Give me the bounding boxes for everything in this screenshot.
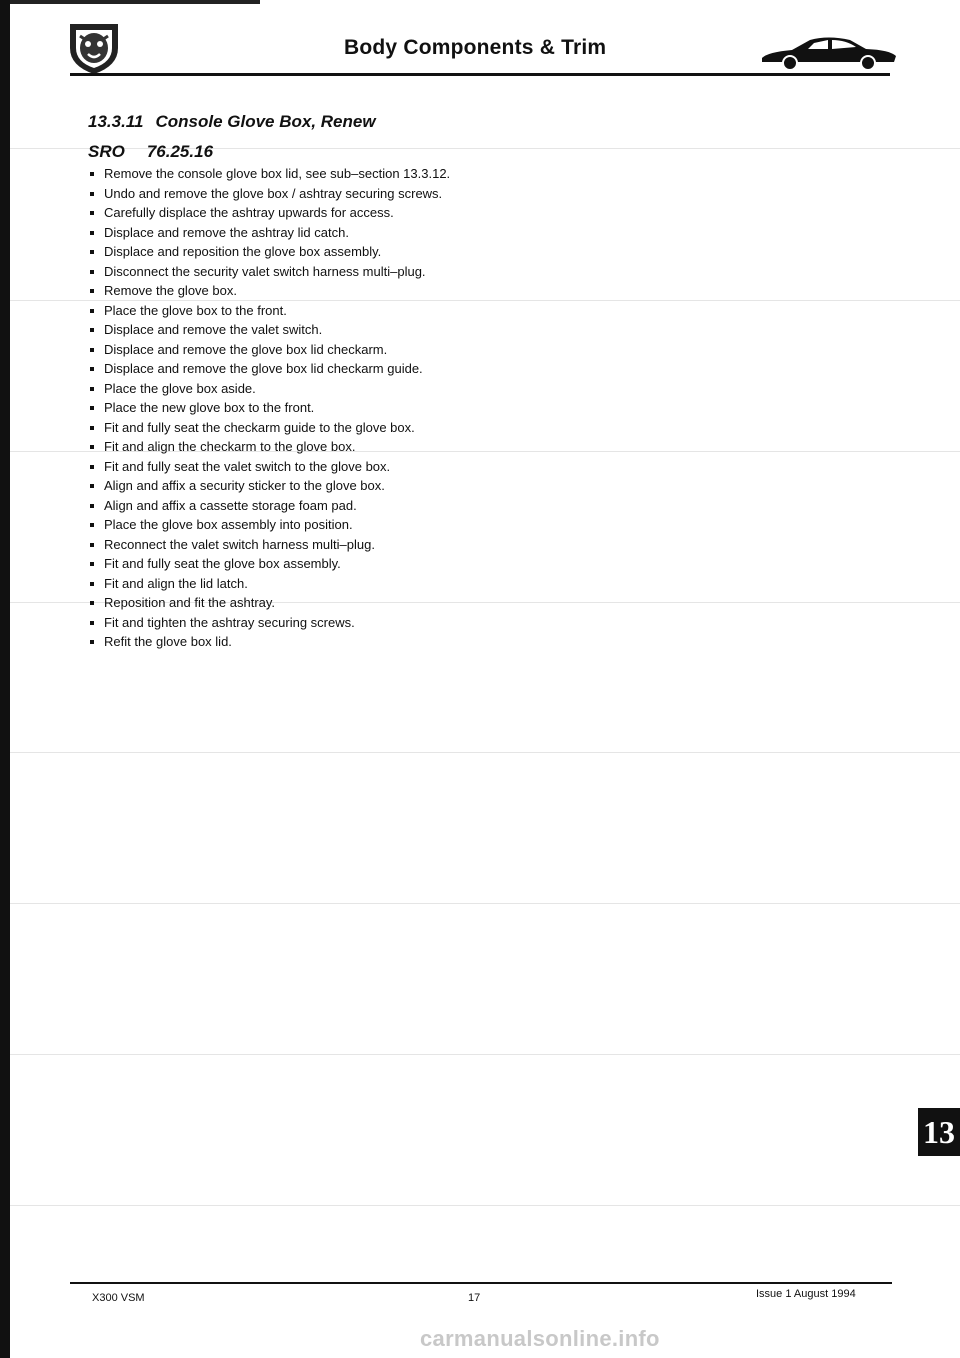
list-item: Fit and fully seat the checkarm guide to the glove box. [88,418,508,438]
sro-label: SRO [88,142,125,161]
procedure-steps-list [88,164,508,652]
list-item: Undo and remove the glove box / ashtray securing screws. [88,184,508,204]
section-heading [88,112,388,132]
list-item: Displace and remove the glove box lid checkarm. [88,340,508,360]
chapter-tab: 13 [918,1108,960,1156]
left-binding-bar [0,0,10,1358]
list-item: Place the glove box assembly into position. [88,515,508,535]
list-item: Reposition and fit the ashtray. [88,593,508,613]
list-item: Place the glove box aside. [88,379,508,399]
scan-line [10,1205,960,1206]
footer-page-number: 17 [468,1292,481,1304]
list-item: Fit and tighten the ashtray securing screws. [88,613,508,633]
scan-line [10,903,960,904]
list-item: Carefully displace the ashtray upwards for access. [88,203,508,223]
sro-code: 76.25.16 [146,142,214,161]
page-header-title: Body Components & Trim [344,36,607,59]
list-item: Fit and fully seat the glove box assembly. [88,554,508,574]
list-item: Fit and align the checkarm to the glove box. [88,437,508,457]
list-item: Fit and fully seat the valet switch to the glove box. [88,457,508,477]
scan-line [10,752,960,753]
list-item: Disconnect the security valet switch harness multi–plug. [88,262,508,282]
list-item: Align and affix a cassette storage foam pad. [88,496,508,516]
footer-manual-code: X300 VSM [92,1292,145,1304]
watermark: carmanualsonline.info [420,1326,660,1351]
sro-line [88,142,213,162]
scan-line [10,1054,960,1055]
section-title-text: Console Glove Box, Renew [155,112,376,131]
footer-rule [70,1282,892,1284]
section-number: 13.3.11 [88,112,144,131]
list-item: Displace and reposition the glove box assembly. [88,242,508,262]
header-rule [70,73,890,76]
top-strip [10,0,260,4]
list-item: Remove the glove box. [88,281,508,301]
jaguar-emblem-icon [64,18,124,76]
car-silhouette-icon [758,32,898,72]
list-item: Reconnect the valet switch harness multi–plug. [88,535,508,555]
list-item: Place the glove box to the front. [88,301,508,321]
list-item: Remove the console glove box lid, see sub–section 13.3.12. [88,164,508,184]
list-item: Displace and remove the glove box lid checkarm guide. [88,359,508,379]
list-item: Refit the glove box lid. [88,632,508,652]
list-item: Place the new glove box to the front. [88,398,508,418]
footer-issue-date: Issue 1 August 1994 [756,1288,856,1300]
list-item: Align and affix a security sticker to the glove box. [88,476,508,496]
list-item: Displace and remove the ashtray lid catch. [88,223,508,243]
list-item: Fit and align the lid latch. [88,574,508,594]
list-item: Displace and remove the valet switch. [88,320,508,340]
